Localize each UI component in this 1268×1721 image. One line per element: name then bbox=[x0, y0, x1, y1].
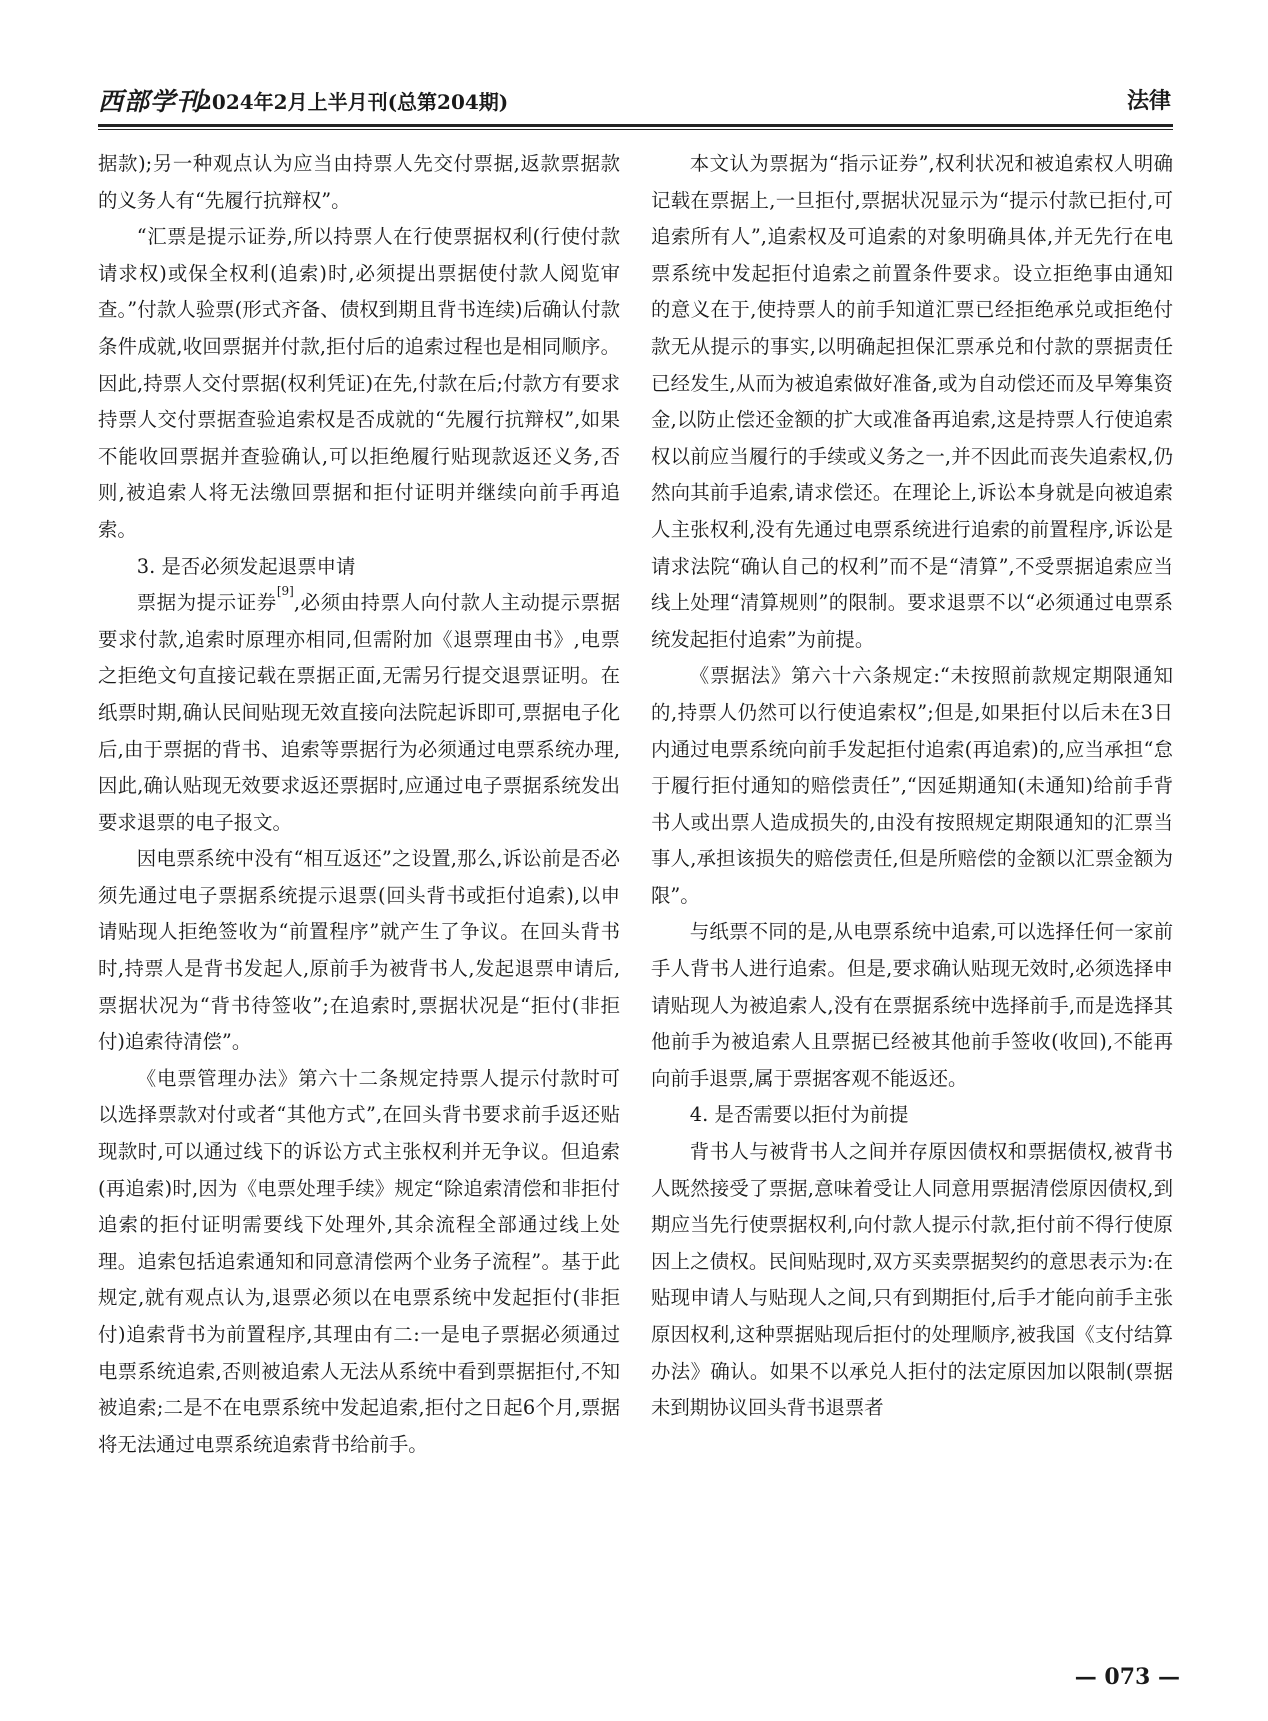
paragraph: 因电票系统中没有“相互返还”之设置,那么,诉讼前是否必须先通过电子票据系统提示退票(回头背书或拒付追索),以申请贴现人拒绝签收为“前置程序”就产生了争议。在回头背书时,持票人是背书发起人,原前手为被背书人,发起退票申请后,票据状况为“背书待签收”;在追索时,票据状况是“拒付(非拒付)追索待清偿”。 bbox=[98, 847, 620, 1054]
paragraph: 背书人与被背书人之间并存原因债权和票据债权,被背书人既然接受了票据,意味着受让人同意用票据清偿原因债权,到期应当先行使票据权利,向付款人提示付款,拒付前不得行使原因上之债权。民间贴现时,双方买卖票据契约的意思表示为:在贴现申请人与贴现人之间,只有到期拒付,后手才能向前手主张原因权利,这种票据贴现后拒付的处理顺序,被我国《支付结算办法》确认。如果不以承兑人拒付的法定原因加以限制(票据未到期协议回头背书退票者 bbox=[651, 1140, 1173, 1420]
paragraph: 本文认为票据为“指示证券”,权利状况和被追索权人明确记载在票据上,一旦拒付,票据状况显示为“提示付款已拒付,可追索所有人”,追索权及可追索的对象明确具体,并无先行在电票系统中发起拒付追索之前置条件要求。设立拒绝事由通知的意义在于,使持票人的前手知道汇票已经拒绝承兑或拒绝付款无从提示的事实,以明确起担保汇票承兑和付款的票据责任已经发生,从而为被追索做好准备,或为自动偿还而及早筹集资金,以防止偿还金额的扩大或准备再追索,这是持票人行使追索权以前应当履行的手续或义务之一,并不因此而丧失追索权,仍然向其前手追索,请求偿还。在理论上,诉讼本身就是向被追索人主张权利,没有先通过电票系统进行追索的前置程序,诉讼是请求法院“确认自己的权利”而不是“清算”,不受票据追索应当线上处理“清算规则”的限制。要求退票不以“必须通过电票系统发起拒付追索”为前提。 bbox=[651, 152, 1173, 651]
section-heading: 3. 是否必须发起退票申请 bbox=[136, 554, 356, 578]
header-rule bbox=[98, 124, 1173, 127]
paragraph: “汇票是提示证券,所以持票人在行使票据权利(行使付款请求权)或保全权利(追索)时,必须提出票据使付款人阅览审查。”付款人验票(形式齐备、债权到期且背书连续)后确认付款条件成就,收回票据并付款,拒付后的追索过程也是相同顺序。因此,持票人交付票据(权利凭证)在先,付款在后;付款方有要求持票人交付票据查验追索权是否成就的“先履行抗辩权”,如果不能收回票据并查验确认,可以拒绝履行贴现款返还义务,否则,被追索人将无法缴回票据和拒付证明并继续向前手再追索。 bbox=[98, 225, 620, 541]
section-name: 法律 bbox=[1126, 88, 1171, 114]
page-number: — 073 — bbox=[1074, 1664, 1180, 1690]
paragraph-text: 票据为提示证券 bbox=[136, 591, 277, 615]
issue-info: 2024年2月上半月刊(总第204期) bbox=[198, 90, 509, 114]
right-column bbox=[651, 146, 1173, 1427]
paragraph bbox=[98, 585, 620, 841]
paragraph-text: ,必须由持票人向付款人主动提示票据要求付款,追索时原理亦相同,但需附加《退票理由书》,电票之拒绝文句直接记载在票据正面,无需另行提交退票证明。在纸票时期,确认民间贴现无效直接向法院起诉即可,票据电子化后,由于票据的背书、追索等票据行为必须通过电票系统办理,因此,确认贴现无效要求返还票据时,应通过电子票据系统发出要求退票的电子报文。 bbox=[98, 591, 620, 834]
left-column bbox=[98, 146, 620, 1463]
paragraph: 据款);另一种观点认为应当由持票人先交付票据,返款票据款的义务人有“先履行抗辩权”。 bbox=[98, 152, 620, 212]
paragraph: 《电票管理办法》第六十二条规定持票人提示付款时可以选择票款对付或者“其他方式”,在回头背书要求前手返还贴现款时,可以通过线下的诉讼方式主张权利并无争议。但追索(再追索)时,因为《电票处理手续》规定“除追索清偿和非拒付追索的拒付证明需要线下处理外,其余流程全部通过线上处理。追索包括追索通知和同意清偿两个业务子流程”。基于此规定,就有观点认为,退票必须以在电票系统中发起拒付(非拒付)追索背书为前置程序,其理由有二:一是电子票据必须通过电票系统追索,否则被追索人无法从系统中看到票据拒付,不知被追索;二是不在电票系统中发起追索,拒付之日起6个月,票据将无法通过电票系统追索背书给前手。 bbox=[98, 1066, 620, 1456]
journal-masthead-logo: 西部学刊 bbox=[98, 87, 203, 116]
header-rule-thin bbox=[98, 129, 1173, 130]
paragraph: 《票据法》第六十六条规定:“未按照前款规定期限通知的,持票人仍然可以行使追索权”;但是,如果拒付以后未在3日内通过电票系统向前手发起拒付追索(再追索)的,应当承担“怠于履行拒付通知的赔偿责任”,“因延期通知(未通知)给前手背书人或出票人造成损失的,由没有按照规定期限通知的汇票当事人,承担该损失的赔偿责任,但是所赔偿的金额以汇票金额为限”。 bbox=[651, 664, 1173, 907]
page-header bbox=[98, 78, 1173, 122]
section-heading: 4. 是否需要以拒付为前提 bbox=[689, 1103, 909, 1127]
paragraph: 与纸票不同的是,从电票系统中追索,可以选择任何一家前手人背书人进行追索。但是,要求确认贴现无效时,必须选择申请贴现人为被追索人,没有在票据系统中选择前手,而是选择其他前手为被追索人且票据已经被其他前手签收(收回),不能再向前手退票,属于票据客观不能返还。 bbox=[651, 920, 1173, 1090]
citation-ref: [9] bbox=[276, 584, 294, 599]
